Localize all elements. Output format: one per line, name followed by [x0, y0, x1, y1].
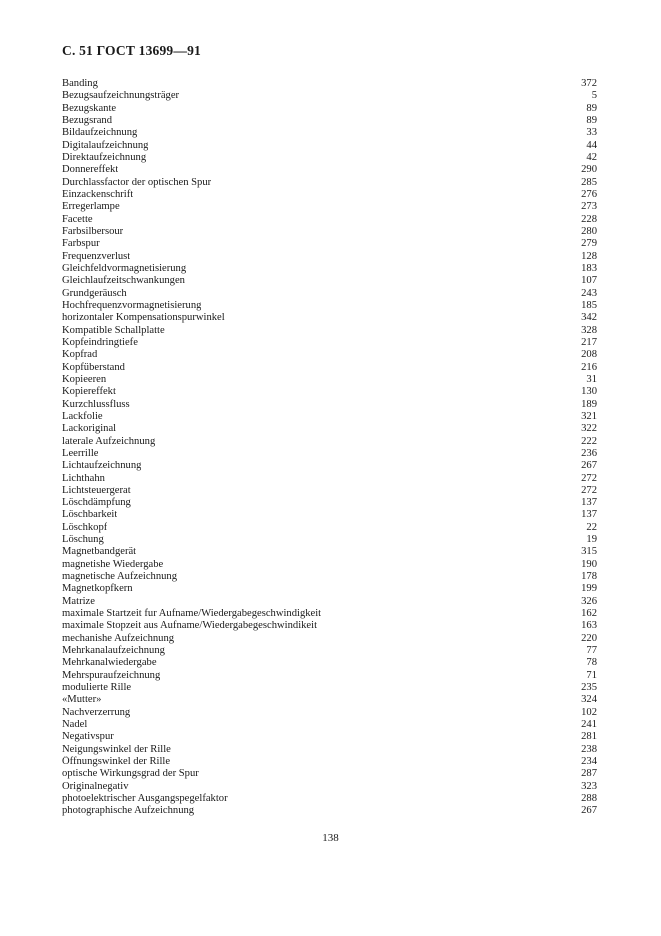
index-term: Bezugskante — [62, 102, 117, 114]
index-entry — [62, 140, 597, 152]
index-page-ref: 33 — [586, 127, 597, 139]
index-term: Lichthahn — [62, 472, 105, 484]
index-page-ref: 326 — [581, 595, 597, 607]
index-entry — [62, 263, 597, 275]
index-page-ref: 238 — [581, 743, 597, 755]
index-term: Magnetkopfkern — [62, 583, 133, 595]
index-entry — [62, 423, 597, 435]
index-page-ref: 228 — [581, 213, 597, 225]
index-term: maximale Stopzeit aus Aufname/Wiedergabegeschwindikeit — [62, 620, 318, 632]
index-entry — [62, 238, 597, 250]
index-entry — [62, 78, 597, 90]
index-term: Kopfüberstand — [62, 361, 125, 373]
index-entry — [62, 177, 597, 189]
index-entry — [62, 337, 597, 349]
index-entry — [62, 325, 597, 337]
index-page-ref: 290 — [581, 164, 597, 176]
index-entry — [62, 633, 597, 645]
index-entry — [62, 509, 597, 521]
index-page-ref: 189 — [581, 398, 597, 410]
index-term: Neigungswinkel der Rille — [62, 743, 171, 755]
index-page-ref: 137 — [581, 509, 597, 521]
index-term: Gleichlaufzeitschwankungen — [62, 275, 185, 287]
index-page-ref: 267 — [581, 460, 597, 472]
index-entry — [62, 608, 597, 620]
index-term: Mehrkanalwiedergabe — [62, 657, 157, 669]
index-entry — [62, 300, 597, 312]
index-entry — [62, 90, 597, 102]
index-page-ref: 190 — [581, 558, 597, 570]
index-entry — [62, 497, 597, 509]
index-page-ref: 322 — [581, 423, 597, 435]
page-header: С. 51 ГОСТ 13699—91 — [62, 43, 201, 58]
index-entry — [62, 386, 597, 398]
index-entry — [62, 744, 597, 756]
index-entry — [62, 201, 597, 213]
index-page-ref: 236 — [581, 447, 597, 459]
index-term: Öffnungswinkel der Rille — [62, 756, 171, 768]
index-entry — [62, 657, 597, 669]
index-page-ref: 128 — [581, 250, 597, 262]
index-page-ref: 162 — [581, 608, 597, 620]
index-term: Löschkopf — [62, 521, 108, 533]
index-term: Lackfolie — [62, 410, 103, 422]
index-term: Direktaufzeichnung — [62, 151, 147, 163]
index-page-ref: 31 — [586, 373, 597, 385]
index-page-ref: 372 — [581, 78, 597, 89]
index-page-ref: 102 — [581, 706, 597, 718]
index-page-ref: 163 — [581, 620, 597, 632]
index-term: Banding — [62, 78, 98, 89]
index-term: Kopiereffekt — [62, 386, 116, 398]
index-page-ref: 235 — [581, 682, 597, 694]
index-entry — [62, 719, 597, 731]
index-entry — [62, 756, 597, 768]
index-term: mechanishe Aufzeichnung — [62, 632, 175, 644]
index-entry — [62, 473, 597, 485]
index-page-ref: 44 — [586, 139, 597, 151]
index-term: Löschung — [62, 534, 104, 546]
index-term: Bildaufzeichnung — [62, 127, 138, 139]
index-page-ref: 315 — [581, 546, 597, 558]
index-entry — [62, 546, 597, 558]
index-term: Originalnegativ — [62, 780, 129, 792]
index-page-ref: 342 — [581, 312, 597, 324]
index-page-ref: 273 — [581, 201, 597, 213]
index-term: Lichtaufzeichnung — [62, 460, 142, 472]
index-term: Erregerlampe — [62, 201, 120, 213]
index-term: Mehrkanalaufzeichnung — [62, 645, 165, 657]
index-term: Bezugsaufzeichnungsträger — [62, 90, 180, 102]
index-entry — [62, 349, 597, 361]
index-page-ref: 328 — [581, 324, 597, 336]
index-page-ref: 185 — [581, 299, 597, 311]
index-entry — [62, 805, 597, 817]
index-entry — [62, 226, 597, 238]
index-list — [62, 78, 597, 818]
index-page-ref: 208 — [581, 349, 597, 361]
index-entry — [62, 559, 597, 571]
index-page-ref: 285 — [581, 176, 597, 188]
index-entry — [62, 682, 597, 694]
index-term: Matrize — [62, 595, 95, 607]
index-term: Frequenzverlust — [62, 250, 131, 262]
index-page-ref: 5 — [591, 90, 597, 102]
index-entry — [62, 362, 597, 374]
index-page-ref: 288 — [581, 793, 597, 805]
index-entry — [62, 214, 597, 226]
index-entry — [62, 189, 597, 201]
index-page-ref: 130 — [581, 386, 597, 398]
index-entry — [62, 781, 597, 793]
index-term: Bezugsrand — [62, 114, 113, 126]
index-page-ref: 71 — [586, 669, 597, 681]
index-page-ref: 137 — [581, 497, 597, 509]
index-entry — [62, 485, 597, 497]
index-term: Löschdämpfung — [62, 497, 131, 509]
index-term: Lackoriginal — [62, 423, 117, 435]
index-entry — [62, 288, 597, 300]
index-term: horizontaler Kompensationspurwinkel — [62, 312, 225, 324]
index-term: Kopieeren — [62, 373, 107, 385]
index-term: Donnereffekt — [62, 164, 119, 176]
index-page-ref: 199 — [581, 583, 597, 595]
index-term: Grundgeräusch — [62, 287, 127, 299]
index-page-ref: 287 — [581, 768, 597, 780]
index-term: Kopfeindringtiefe — [62, 336, 138, 348]
index-term: Kompatible Schallplatte — [62, 324, 165, 336]
index-page-ref: 323 — [581, 780, 597, 792]
index-entry — [62, 571, 597, 583]
index-term: «Mutter» — [62, 694, 102, 706]
index-term: Leerrille — [62, 447, 99, 459]
index-term: Farbsilbersour — [62, 225, 124, 237]
index-entry — [62, 399, 597, 411]
index-term: optische Wirkungsgrad der Spur — [62, 768, 199, 780]
index-term: Gleichfeldvormagnetisierung — [62, 262, 187, 274]
index-term: Kurzchlussfluss — [62, 398, 130, 410]
index-term: Farbspur — [62, 238, 100, 250]
index-term: Nachverzerrung — [62, 706, 131, 718]
index-term: magnetische Aufzeichnung — [62, 571, 178, 583]
index-entry — [62, 436, 597, 448]
index-page-ref: 78 — [586, 657, 597, 669]
index-page-ref: 77 — [586, 645, 597, 657]
index-term: Negativspur — [62, 731, 114, 743]
page-number: 138 — [322, 832, 339, 844]
index-term: Löschbarkeit — [62, 509, 118, 521]
index-entry — [62, 460, 597, 472]
index-page-ref: 280 — [581, 225, 597, 237]
index-entry — [62, 374, 597, 386]
index-entry — [62, 645, 597, 657]
index-page-ref: 19 — [586, 534, 597, 546]
index-page-ref: 279 — [581, 238, 597, 250]
index-page-ref: 241 — [581, 719, 597, 731]
index-page-ref: 220 — [581, 632, 597, 644]
index-entry — [62, 620, 597, 632]
index-page-ref: 216 — [581, 361, 597, 373]
index-page-ref: 222 — [581, 435, 597, 447]
index-term: Hochfrequenzvormagnetisierung — [62, 299, 202, 311]
index-entry — [62, 103, 597, 115]
index-entry — [62, 127, 597, 139]
index-entry — [62, 275, 597, 287]
index-page-ref: 272 — [581, 484, 597, 496]
index-page-ref: 22 — [586, 521, 597, 533]
index-page-ref: 217 — [581, 336, 597, 348]
index-entry — [62, 522, 597, 534]
index-term: Kopfrad — [62, 349, 98, 361]
index-entry — [62, 448, 597, 460]
index-page-ref: 183 — [581, 262, 597, 274]
index-term: maximale Startzeit fur Aufname/Wiedergabegeschwindigkeit — [62, 608, 322, 620]
index-term: Nadel — [62, 719, 88, 731]
index-page-ref: 324 — [581, 694, 597, 706]
index-entry — [62, 670, 597, 682]
index-entry — [62, 731, 597, 743]
index-entry — [62, 694, 597, 706]
index-page-ref: 89 — [586, 102, 597, 114]
index-page-ref: 272 — [581, 472, 597, 484]
index-term: Durchlassfactor der optischen Spur — [62, 176, 212, 188]
index-page-ref: 267 — [581, 805, 597, 817]
index-page-ref: 243 — [581, 287, 597, 299]
index-page-ref: 276 — [581, 188, 597, 200]
index-entry — [62, 115, 597, 127]
index-entry — [62, 152, 597, 164]
index-entry — [62, 312, 597, 324]
index-entry — [62, 707, 597, 719]
index-page-ref: 321 — [581, 410, 597, 422]
index-entry — [62, 164, 597, 176]
index-term: magnetishe Wiedergabe — [62, 558, 164, 570]
index-page-ref: 89 — [586, 114, 597, 126]
index-term: Einzackenschrift — [62, 188, 134, 200]
index-term: photographische Aufzeichnung — [62, 805, 195, 817]
index-term: photoelektrischer Ausgangspegelfaktor — [62, 793, 228, 805]
index-term: Lichtsteuergerat — [62, 484, 131, 496]
index-term: modulierte Rille — [62, 682, 132, 694]
index-entry — [62, 411, 597, 423]
index-entry — [62, 768, 597, 780]
index-page-ref: 178 — [581, 571, 597, 583]
index-entry — [62, 596, 597, 608]
index-term: laterale Aufzeichnung — [62, 435, 156, 447]
index-page-ref: 234 — [581, 756, 597, 768]
index-term: Digitalaufzeichnung — [62, 139, 149, 151]
index-page-ref: 281 — [581, 731, 597, 743]
index-entry — [62, 793, 597, 805]
index-page-ref: 107 — [581, 275, 597, 287]
index-term: Magnetbandgerät — [62, 546, 137, 558]
index-entry — [62, 251, 597, 263]
index-entry — [62, 534, 597, 546]
index-page-ref: 42 — [586, 151, 597, 163]
index-term: Facette — [62, 213, 93, 225]
index-entry — [62, 583, 597, 595]
index-term: Mehrspuraufzeichnung — [62, 669, 161, 681]
